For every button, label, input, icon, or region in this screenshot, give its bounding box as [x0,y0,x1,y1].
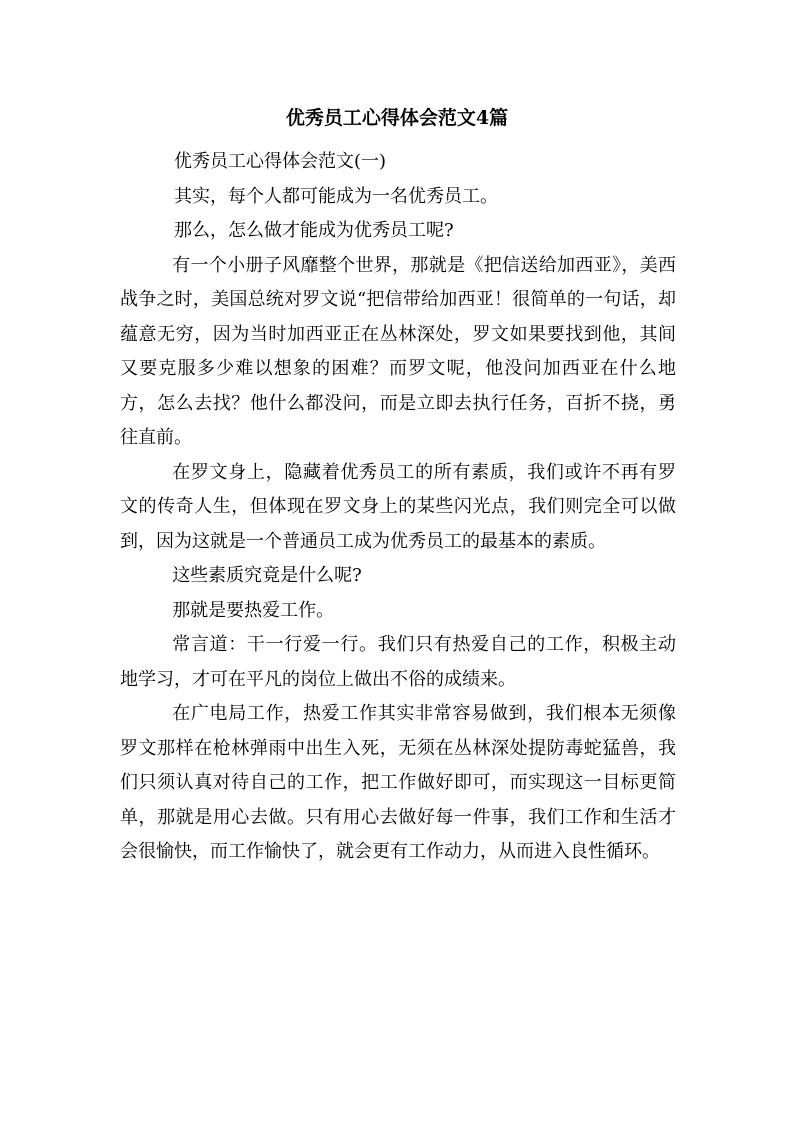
document-body [120,145,676,870]
paragraph: 在罗文身上，隐藏着优秀员工的所有素质，我们或许不再有罗文的传奇人生，但体现在罗文身上的某些闪光点，我们则完全可以做到，因为这就是一个普通员工成为优秀员工的最基本的素质。 [120,461,676,552]
document-title: 优秀员工心得体会范文4篇 [285,107,509,129]
paragraph: 那就是要热爱工作。 [172,599,335,621]
section-heading: 优秀员工心得体会范文(一) [174,151,387,172]
paragraph: 在广电局工作，热爱工作其实非常容易做到，我们根本无须像罗文那样在枪林弹雨中出生入死，无须在丛林深处提防毒蛇猛兽，我们只须认真对待自己的工作，把工作做好即可，而实现这一目标更简单，那就是用心去做。只有用心去做好每一件事，我们工作和生活才会很愉快，而工作愉快了，就会更有工作动力，从而进入良性循环。 [120,703,676,862]
paragraph: 其实，每个人都可能成为一名优秀员工。 [174,185,498,207]
paragraph: 常言道：干一行爱一行。我们只有热爱自己的工作，积极主动地学习，才可在平凡的岗位上做出不俗的成绩来。 [120,634,676,690]
paragraph: 有一个小册子风靡整个世界，那就是《把信送给加西亚》，美西战争之时，美国总统对罗文说“把信带给加西亚！很简单的一句话，却蕴意无穷，因为当时加西亚正在丛林深处，罗文如果要找到他，其间又要克服多少难以想象的困难？而罗文呢，他没问加西亚在什么地方，怎么去找？他什么都没问，而是立即去执行任务，百折不挠，勇往直前。 [120,254,676,448]
paragraph: 那么，怎么做才能成为优秀员工呢? [174,220,454,241]
paragraph: 这些素质究竟是什么呢? [172,565,362,586]
